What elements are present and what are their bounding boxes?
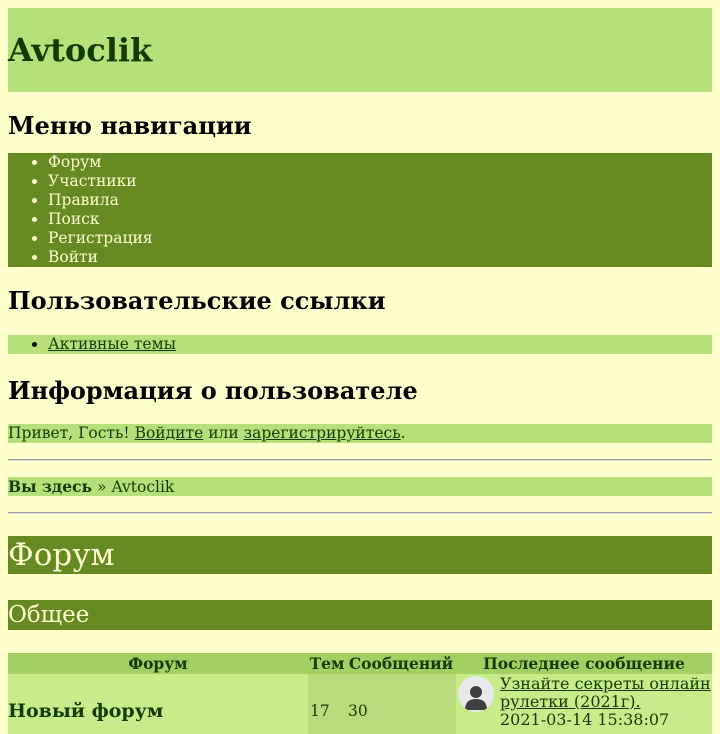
main-menu (8, 153, 712, 267)
menu-link-rules[interactable]: Правила (48, 191, 119, 209)
user-link-item[interactable] (48, 335, 712, 354)
divider (8, 459, 712, 461)
menu-link-register[interactable]: Регистрация (48, 229, 153, 247)
posts-count: 30 (348, 701, 368, 720)
menu-link-users[interactable]: Участники (48, 172, 137, 190)
col-posts: Сообщений (346, 653, 456, 674)
period-text: . (400, 424, 406, 442)
greeting-text: Привет, Гость! (8, 424, 130, 442)
or-text: или (208, 424, 239, 442)
menu-link-forum[interactable]: Форум (48, 153, 102, 171)
category-title[interactable]: Общее (8, 600, 712, 630)
col-last-post: Последнее сообщение (456, 653, 712, 674)
col-forum: Форум (8, 653, 308, 674)
breadcrumb-label: Вы здесь (8, 477, 93, 496)
menu-item-search[interactable] (48, 210, 712, 229)
forum-table (8, 653, 712, 734)
menu-item-register[interactable] (48, 229, 712, 248)
site-header (8, 8, 712, 92)
col-topics: Тем (309, 653, 345, 673)
menu-link-login[interactable]: Войти (48, 248, 98, 266)
forum-section-title: Форум (8, 536, 712, 574)
table-header-row (8, 653, 712, 674)
register-link[interactable]: зарегистрируйтесь (243, 424, 401, 442)
user-avatar-icon[interactable] (458, 676, 494, 712)
menu-link-search[interactable]: Поиск (48, 210, 100, 228)
site-title[interactable]: Avtoclik (8, 31, 153, 69)
topics-count: 17 (310, 701, 330, 720)
breadcrumb-separator: » (97, 478, 107, 496)
active-topics-link[interactable]: Активные темы (48, 335, 176, 353)
divider (8, 512, 712, 514)
user-links-list (8, 335, 712, 354)
forum-cell (8, 674, 308, 734)
nav-menu-title: Меню навигации (8, 111, 252, 140)
table-row (8, 674, 712, 734)
posts-cell (346, 674, 456, 734)
user-info-title: Информация о пользователе (8, 376, 418, 405)
last-post-link[interactable]: Узнайте секреты онлайн рулетки (2021г). (500, 673, 711, 711)
menu-item-login[interactable] (48, 248, 712, 267)
last-post-date: 2021-03-14 15:38:07 (500, 709, 670, 729)
user-links-title: Пользовательские ссылки (8, 286, 386, 315)
breadcrumb-current: Avtoclik (111, 478, 175, 496)
breadcrumb (8, 477, 712, 496)
menu-item-forum[interactable] (48, 153, 712, 172)
topics-cell (308, 674, 346, 734)
menu-item-rules[interactable] (48, 191, 712, 210)
last-post-cell (456, 674, 712, 734)
user-info-bar (8, 424, 712, 443)
menu-item-users[interactable] (48, 172, 712, 191)
forum-link[interactable]: Новый форум (8, 699, 164, 722)
login-link[interactable]: Войдите (134, 424, 204, 442)
